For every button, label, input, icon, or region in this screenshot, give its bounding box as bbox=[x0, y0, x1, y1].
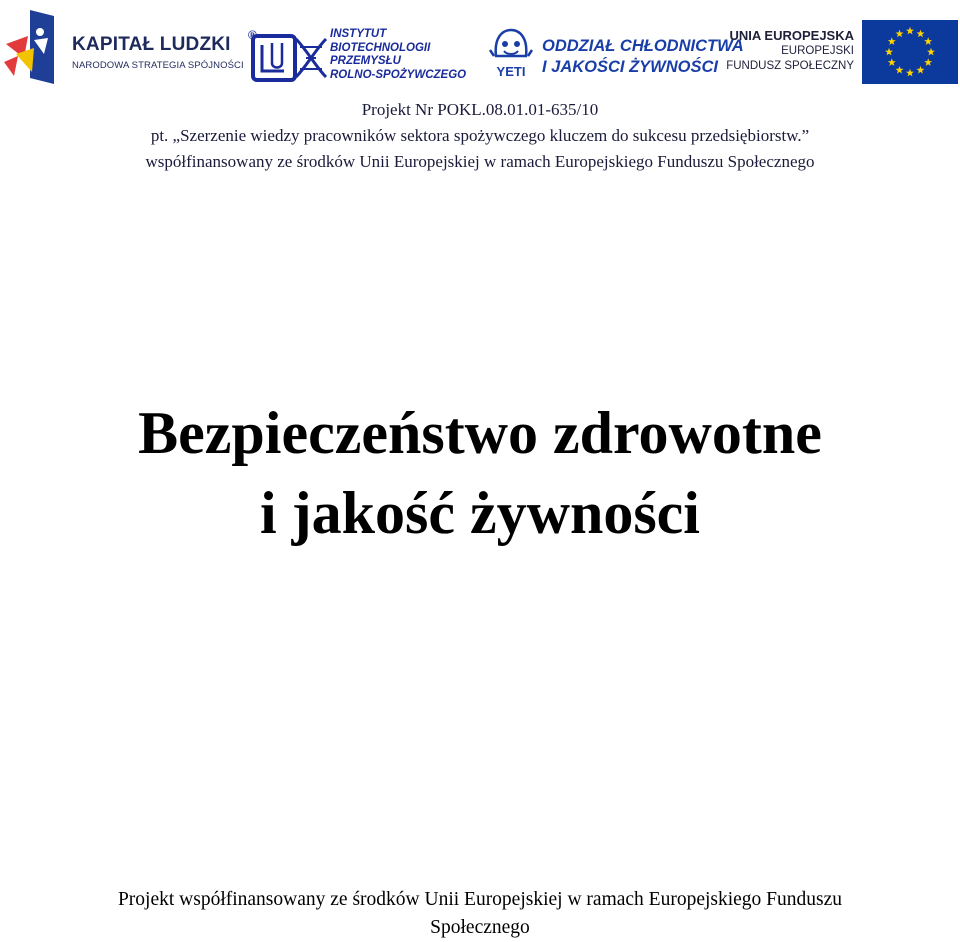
ibprs-line: INSTYTUT bbox=[330, 28, 387, 40]
ibprs-logo bbox=[246, 26, 486, 86]
ibprs-name bbox=[330, 28, 466, 82]
yeti-logo bbox=[488, 22, 744, 84]
eu-line-3: FUNDUSZ SPOŁECZNY bbox=[726, 60, 854, 72]
title-line-1: Bezpieczeństwo zdrowotne bbox=[138, 400, 822, 466]
logo-bar bbox=[0, 0, 960, 92]
project-title: pt. „Szerzenie wiedzy pracowników sektora spożywczego kluczem do sukcesu przedsiębiorstw.” bbox=[150, 126, 810, 145]
yeti-line: I JAKOŚCI ŻYWNOŚCI bbox=[542, 58, 719, 76]
kapital-ludzki-subtitle: NARODOWA STRATEGIA SPÓJNOŚCI bbox=[72, 60, 244, 71]
registered-mark: ® bbox=[248, 28, 257, 42]
ibprs-line: ROLNO-SPOŻYWCZEGO bbox=[330, 68, 467, 81]
eu-flag-icon bbox=[862, 20, 958, 84]
footer-line-1: Projekt współfinansowany ze środków Unii Europejskiej w ramach Europejskiego Funduszu bbox=[117, 889, 843, 910]
yeti-mascot-icon bbox=[488, 26, 534, 82]
yeti-line: ODDZIAŁ CHŁODNICTWA bbox=[542, 37, 744, 55]
project-header bbox=[0, 97, 960, 175]
document-title bbox=[0, 393, 960, 553]
yeti-mark-text: YETI bbox=[496, 64, 526, 79]
cofinancing-note: współfinansowany ze środków Unii Europejskiej w ramach Europejskiego Funduszu Społecznego bbox=[145, 152, 815, 171]
eu-logo bbox=[718, 20, 960, 90]
footer-line-2: Społecznego bbox=[430, 917, 530, 938]
title-line-2: i jakość żywności bbox=[260, 480, 700, 546]
eu-line-2: EUROPEJSKI bbox=[781, 45, 854, 57]
eu-line-1: UNIA EUROPEJSKA bbox=[729, 28, 854, 43]
yeti-name bbox=[542, 36, 744, 78]
footer bbox=[0, 886, 960, 942]
ibprs-line: PRZEMYSŁU bbox=[330, 55, 401, 67]
kapital-ludzki-title: KAPITAŁ LUDZKI bbox=[72, 34, 231, 55]
kapital-ludzki-emblem-icon bbox=[4, 10, 54, 84]
ibprs-emblem-icon bbox=[250, 33, 334, 83]
ibprs-line: BIOTECHNOLOGII bbox=[330, 41, 431, 54]
project-number: Projekt Nr POKL.08.01.01-635/10 bbox=[361, 100, 599, 119]
eu-text bbox=[724, 28, 854, 74]
kapital-ludzki-logo bbox=[4, 8, 244, 86]
